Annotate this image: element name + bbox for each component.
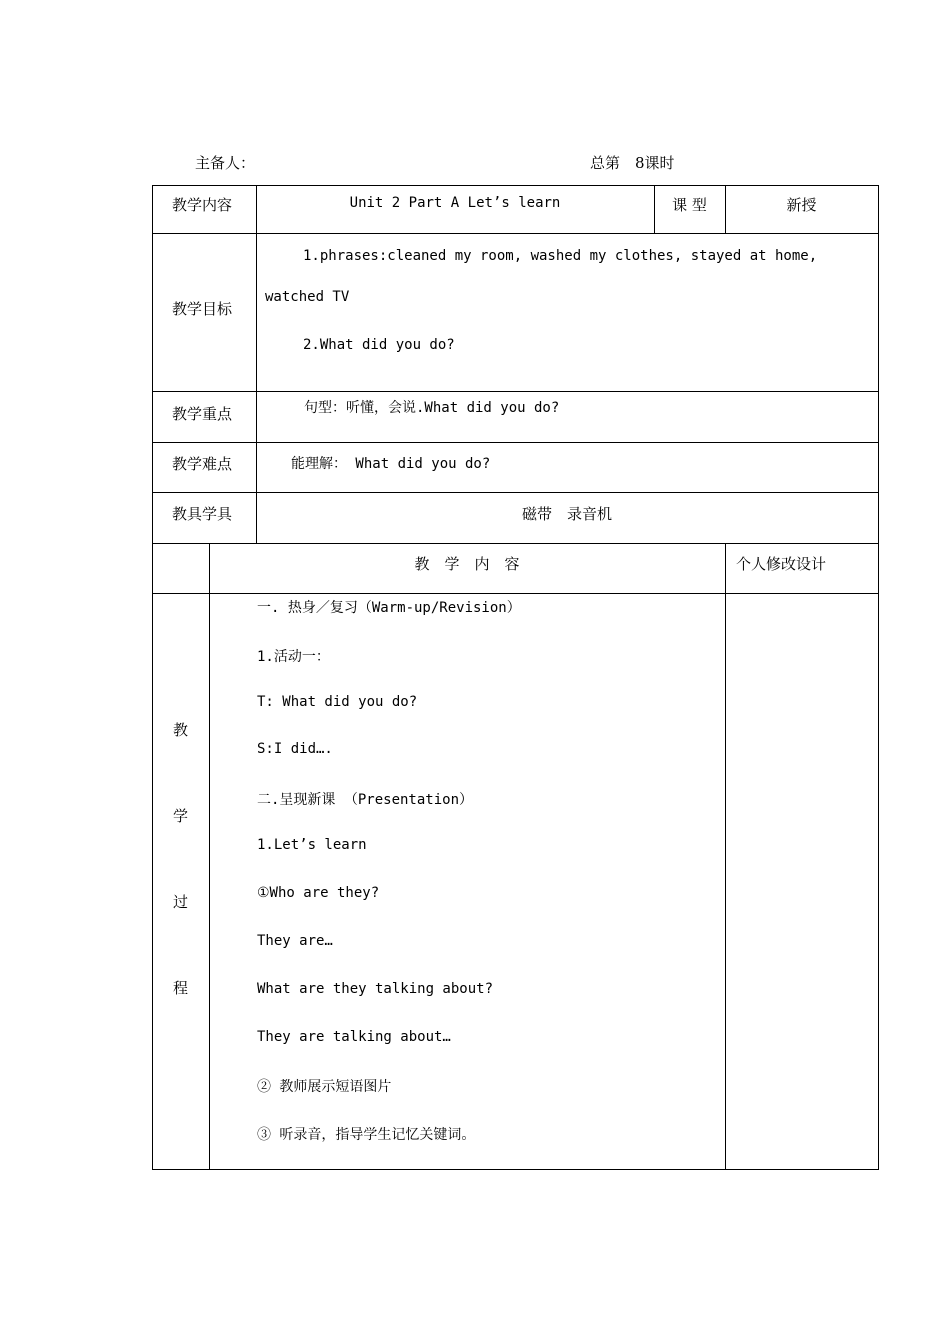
type-label: 课 型 — [672, 196, 707, 214]
difficulty-value: 能理解： What did you do? — [291, 456, 491, 472]
process-side-char: 过 — [172, 893, 188, 911]
keypoint-value: 句型：听懂，会说.What did you do? — [304, 400, 560, 416]
objectives-line-2: watched TV — [265, 289, 350, 305]
process-line: 1.Let’s learn — [257, 837, 367, 853]
keypoint-label: 教学重点 — [172, 405, 233, 423]
process-side-char: 教 — [172, 721, 188, 739]
content-label: 教学内容 — [172, 196, 233, 214]
objectives-line-3: 2.What did you do? — [303, 337, 455, 353]
process-content-header: 教 学 内 容 — [414, 555, 520, 573]
process-line: S:I did…. — [257, 741, 333, 757]
process-line: They are talking about… — [257, 1029, 451, 1045]
process-line: ③ 听录音，指导学生记忆关键词。 — [257, 1127, 476, 1143]
process-line: ② 教师展示短语图片 — [257, 1079, 392, 1095]
tools-value: 磁带 录音机 — [521, 505, 612, 523]
process-line: T: What did you do? — [257, 694, 418, 710]
process-line: 一. 热身／复习（Warm-up/Revision） — [257, 600, 521, 616]
process-line: 二.呈现新课 （Presentation） — [257, 792, 474, 808]
lesson-count: 总第 8课时 — [590, 154, 675, 172]
objectives-line-1: 1.phrases:cleaned my room, washed my clothes, stayed at home, — [303, 248, 818, 264]
process-side-char: 程 — [172, 979, 188, 997]
process-line: 1.活动一： — [257, 649, 330, 665]
process-line: What are they talking about? — [257, 981, 494, 997]
type-value: 新授 — [786, 196, 817, 214]
tools-label: 教具学具 — [172, 505, 233, 523]
difficulty-label: 教学难点 — [172, 455, 233, 473]
process-side-char: 学 — [172, 807, 188, 825]
objectives-label: 教学目标 — [172, 300, 233, 318]
process-line: ①Who are they? — [257, 885, 380, 901]
content-value: Unit 2 Part A Let’s learn — [349, 195, 561, 211]
design-header: 个人修改设计 — [736, 555, 827, 573]
preparer-label: 主备人： — [195, 154, 256, 172]
process-line: They are… — [257, 933, 333, 949]
